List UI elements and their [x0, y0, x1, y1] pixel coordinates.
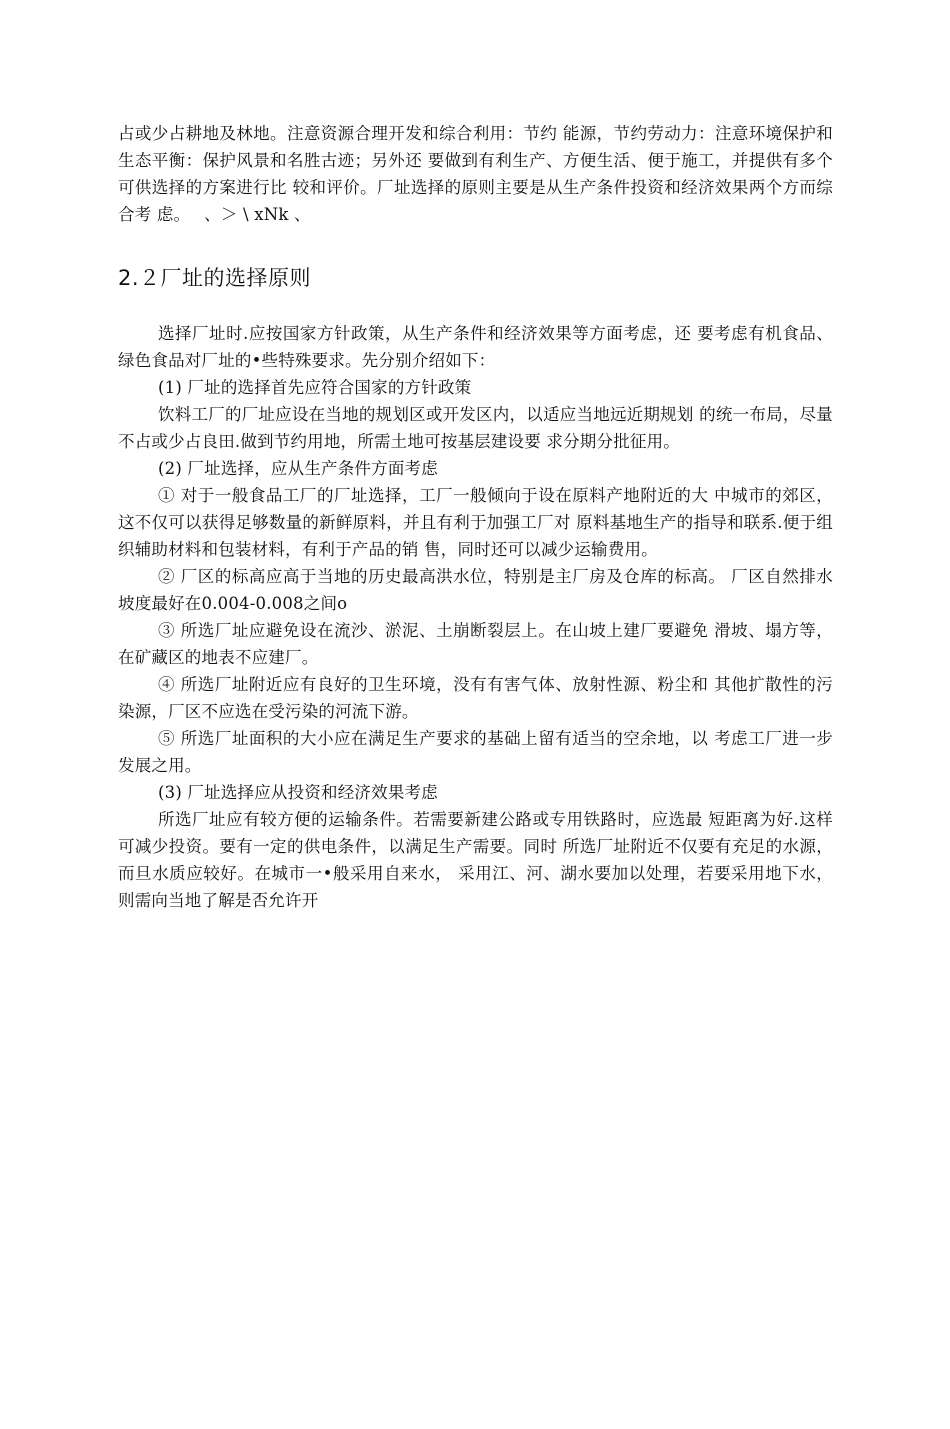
paragraph-2: 饮料工厂的厂址应设在当地的规划区或开发区内，以适应当地远近期规划 的统一布局，尽量不占或少占良田.做到节约用地，所需土地可按基层建设要 求分期分批征用。: [118, 405, 833, 451]
paragraph-1: (1) 厂址的选择首先应符合国家的方针政策: [158, 378, 472, 397]
paragraph-6: ③ 所选厂址应避免设在流沙、淤泥、土崩断裂层上。在山坡上建厂要避免 滑坡、塌方等，在矿藏区的地表不应建厂。: [118, 621, 833, 667]
paragraph-10: 所选厂址应有较方便的运输条件。若需要新建公路或专用铁路时，应选最 短距离为好.这样可减少投资。要有一定的供电条件，以满足生产需要。同时 所选厂址附近不仅要有充足的水源，而旦水质应较好。在城市一•般采用自来水， 采用江、河、湖水要加以处理，若要采用地下水，则需向当地了解是否允许开: [118, 810, 833, 910]
paragraph-7: ④ 所选厂址附近应有良好的卫生环境，没有有害气体、放射性源、粉尘和 其他扩散性的污染源，厂区不应选在受污染的河流下游。: [118, 675, 833, 721]
paragraph-9: (3) 厂址选择应从投资和经济效果考虑: [158, 783, 438, 802]
section-body: [118, 320, 833, 914]
document-page: [118, 120, 833, 914]
paragraph-4: ① 对于一般食品工厂的厂址选择，工厂一般倾向于设在原料产地附近的大 中城市的郊区，这不仅可以获得足够数量的新鲜原料，并且有利于加强工厂对 原料基地生产的指导和联系.便于组织辅助材料和包装材料，有利于产品的销 售，同时还可以减少运输费用。: [118, 486, 833, 559]
paragraph-3: (2) 厂址选择，应从生产条件方面考虑: [158, 459, 438, 478]
paragraph-5: ② 厂区的标高应高于当地的历史最高洪水位，特别是主厂房及仓库的标高。 厂区自然排水坡度最好在0.004-0.008之间o: [118, 567, 833, 613]
section-heading: 2.２厂址的选择原则: [118, 266, 312, 290]
paragraph-0: 选择厂址时.应按国家方针政策，从生产条件和经济效果等方面考虑，还 要考虑有机食品、绿色食品对厂址的•些特殊要求。先分别介绍如下：: [118, 324, 833, 370]
intro-paragraph: 占或少占耕地及林地。注意资源合理开发和综合利用：节约 能源，节约劳动力：注意环境保护和生态平衡：保护风景和名胜古迹；另外还 要做到有利生产、方便生活、便于施工，并提供有多个可供选择的方案进行比 较和评价。厂址选择的原则主要是从生产条件投资和经济效果两个方而综合考 虑。 、＞ \ xNk 、: [118, 124, 833, 224]
paragraph-8: ⑤ 所选厂址面积的大小应在满足生产要求的基础上留有适当的空余地，以 考虑工厂进一步发展之用。: [118, 729, 833, 775]
